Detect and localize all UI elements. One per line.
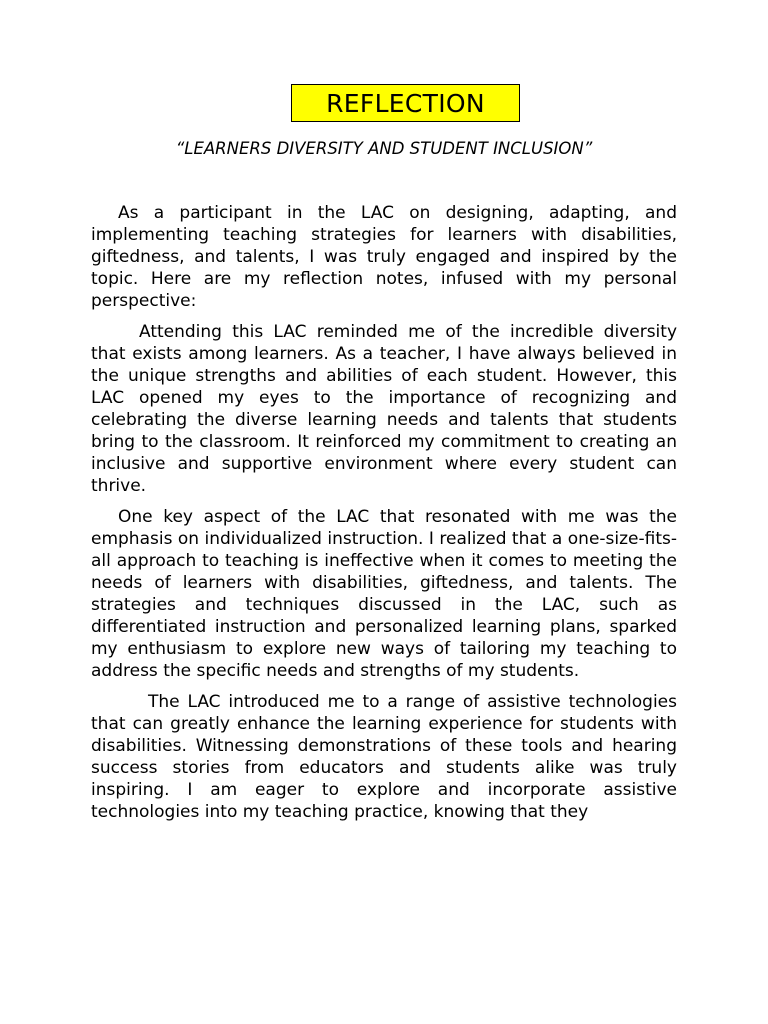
paragraph-individualized-instruction: One key aspect of the LAC that resonated with me was the emphasis on individualized instruction. I realized that a one-size-fits-all approach to teaching is ineffective when it comes to meeting the needs of learners with disabilities, giftedness, and talents. The strategies and techniques discussed in the LAC, such as differentiated instruction and personalized learning plans, sparked my enthusiasm to explore new ways of tailoring my teaching to address the specific needs and strengths of my students.	[91, 507, 677, 681]
paragraph-intro: As a participant in the LAC on designing, adapting, and implementing teaching strategies for learners with disabilities, giftedness, and talents, I was truly engaged and inspired by the topic. Here are my reflection notes, infused with my personal perspective:	[91, 203, 677, 311]
body-text	[91, 202, 677, 832]
document-title: REFLECTION	[326, 88, 485, 118]
document-subtitle: “LEARNERS DIVERSITY AND STUDENT INCLUSION”	[175, 139, 593, 158]
paragraph-assistive-technologies: The LAC introduced me to a range of assistive technologies that can greatly enhance the learning experience for students with disabilities. Witnessing demonstrations of these tools and hearing success stories from educators and students alike was truly inspiring. I am eager to explore and incorporate assistive technologies into my teaching practice, knowing that they	[91, 692, 677, 822]
paragraph-diversity: Attending this LAC reminded me of the incredible diversity that exists among learners. As a teacher, I have always believed in the unique strengths and abilities of each student. However, this LAC opened my eyes to the importance of recognizing and celebrating the diverse learning needs and talents that students bring to the classroom. It reinforced my commitment to creating an inclusive and supportive environment where every student can thrive.	[91, 322, 677, 496]
title-box	[291, 84, 520, 122]
